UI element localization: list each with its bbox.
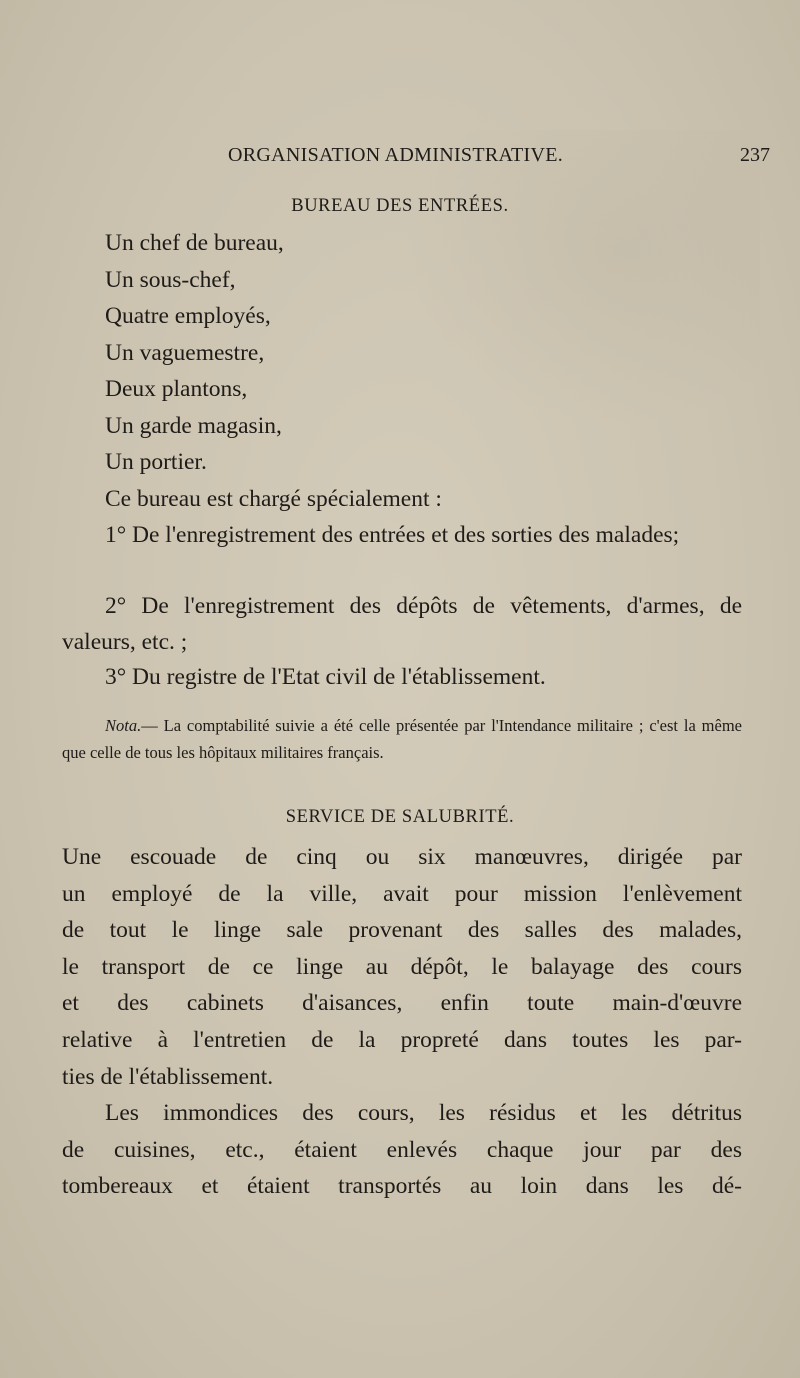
show-through-stain	[400, 130, 760, 430]
duties-intro-text: Ce bureau est chargé spécialement :	[105, 486, 442, 512]
text-line: tombereaux et étaient transportés au loin dans les dé-	[62, 1173, 742, 1200]
text-line: relative à l'entretien de la propreté dans toutes les par-	[62, 1026, 742, 1053]
staff-item: Un chef de bureau,	[105, 230, 284, 256]
text-line: de cuisines, etc., étaient enlevés chaque jour par des	[62, 1136, 742, 1163]
staff-list	[105, 225, 284, 481]
staff-item: Quatre employés,	[105, 303, 271, 329]
running-title: ORGANISATION ADMINISTRATIVE.	[228, 144, 564, 166]
section-heading-bureau: BUREAU DES ENTRÉES.	[291, 196, 509, 216]
duties-intro	[62, 482, 742, 518]
text-line: Les immondices des cours, les résidus et les détritus	[105, 1100, 742, 1127]
staff-item: Un vaguemestre,	[105, 339, 265, 366]
duty-item	[62, 589, 742, 660]
staff-item: Un portier.	[105, 449, 207, 475]
footnote	[62, 712, 742, 766]
section-heading-salubrite: SERVICE DE SALUBRITÉ.	[285, 807, 515, 827]
staff-item: Un sous-chef,	[105, 266, 236, 293]
staff-item: Deux plantons,	[105, 376, 248, 402]
text-line: ties de l'établissement.	[62, 1063, 274, 1090]
text-line: un employé de la ville, avait pour mission l'enlèvement	[62, 880, 742, 907]
page-number: 237	[740, 144, 770, 166]
salubrite-text	[62, 839, 742, 1205]
note-text: — La comptabilité suivie a été celle présentée par l'Intendance militaire ; c'est la même que celle de tous les hôpitaux militaires français.	[62, 716, 742, 762]
staff-item: Un garde magasin,	[105, 412, 282, 439]
note-label: Nota.	[105, 716, 142, 735]
duty-text: 2° De l'enregistrement des dépôts de vêtements, d'armes, de valeurs, etc. ;	[62, 593, 742, 655]
duty-text: 1° De l'enregistrement des entrées et des sorties des malades;	[105, 522, 680, 548]
text-line: de tout le linge sale provenant des salles des malades,	[62, 917, 742, 944]
text-line: et des cabinets d'aisances, enfin toute main-d'œuvre	[62, 990, 742, 1017]
text-line: le transport de ce linge au dépôt, le balayage des cours	[62, 953, 742, 980]
duty-text: 3° Du registre de l'Etat civil de l'établissement.	[105, 664, 546, 690]
text-line: Une escouade de cinq ou six manœuvres, dirigée par	[62, 844, 742, 870]
running-head	[0, 144, 800, 174]
duty-item	[62, 518, 742, 554]
duty-item	[62, 660, 742, 696]
